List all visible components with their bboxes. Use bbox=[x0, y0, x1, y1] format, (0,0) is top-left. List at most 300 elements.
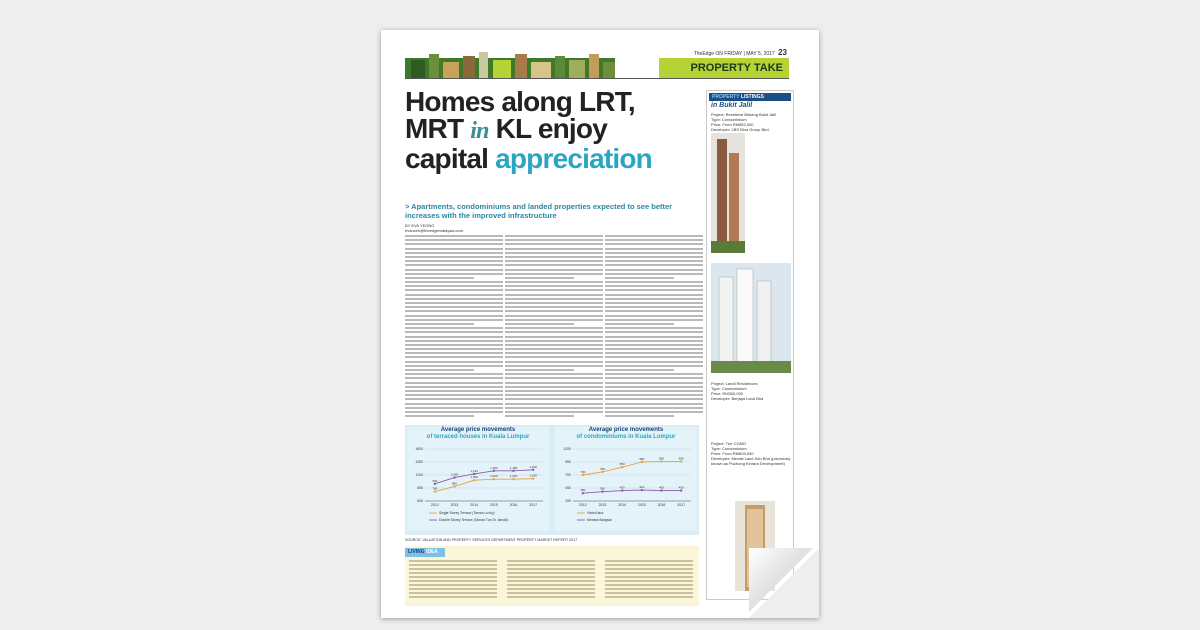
text-line bbox=[405, 256, 503, 258]
text-line bbox=[507, 560, 595, 562]
body-column-2 bbox=[505, 235, 603, 418]
text-line bbox=[405, 394, 503, 396]
text-line bbox=[405, 235, 503, 237]
chart-2-title-line-1: Average price movements bbox=[588, 427, 664, 433]
text-line bbox=[605, 285, 703, 287]
text-line bbox=[505, 348, 603, 350]
text-line bbox=[605, 248, 703, 250]
text-line bbox=[505, 415, 574, 417]
text-line bbox=[605, 564, 693, 566]
x-tick-label: 2014 bbox=[470, 503, 479, 507]
y-tick-label: 850 bbox=[417, 486, 423, 491]
listings-location: in Bukit Jalil bbox=[711, 102, 753, 109]
charts-panel bbox=[405, 425, 699, 535]
text-line bbox=[405, 377, 503, 379]
text-line bbox=[405, 252, 503, 254]
data-point bbox=[493, 470, 495, 472]
data-label: 1,050 bbox=[450, 472, 459, 477]
data-label: 760 bbox=[599, 466, 606, 471]
publication-name: TheEdge ON FRIDAY bbox=[693, 51, 743, 57]
text-line bbox=[505, 365, 603, 367]
x-tick-label: 2017 bbox=[677, 503, 686, 507]
text-line bbox=[505, 289, 603, 291]
data-label: 1,030 bbox=[529, 473, 537, 478]
text-line bbox=[505, 336, 603, 338]
text-line bbox=[405, 277, 474, 279]
text-line bbox=[505, 306, 603, 308]
data-label: 410 bbox=[639, 485, 645, 490]
data-label: 1,000 bbox=[470, 475, 478, 480]
text-line bbox=[405, 386, 503, 388]
text-line bbox=[605, 327, 703, 329]
text-line bbox=[605, 382, 703, 384]
publication-info: TheEdge ON FRIDAY | MAY 5, 2017 23 bbox=[693, 48, 787, 57]
listing-1 bbox=[711, 112, 791, 132]
text-line bbox=[605, 252, 703, 254]
listing-3-type: Type: Condominium bbox=[711, 446, 747, 451]
data-label: 350 bbox=[580, 488, 586, 493]
text-line bbox=[505, 243, 603, 245]
text-line bbox=[405, 415, 474, 417]
chart-2-title-line-2: of condominiums in Kuala Lumpur bbox=[576, 434, 676, 440]
listing-3 bbox=[711, 441, 791, 466]
headline-word-mrt: MRT bbox=[405, 113, 471, 144]
text-line bbox=[409, 588, 497, 590]
text-line bbox=[505, 260, 603, 262]
text-line bbox=[405, 289, 503, 291]
data-point bbox=[621, 466, 623, 468]
text-line bbox=[405, 373, 503, 375]
text-line bbox=[605, 352, 703, 354]
text-line bbox=[405, 403, 503, 405]
text-line bbox=[505, 235, 603, 237]
data-point bbox=[532, 469, 534, 471]
listing-2 bbox=[711, 381, 791, 401]
text-line bbox=[605, 269, 703, 271]
text-line bbox=[505, 252, 603, 254]
listing-2-developer: Developer: Berjaya Land Bhd bbox=[711, 396, 764, 401]
chart-1-title-line-1: Average price movements bbox=[440, 427, 516, 433]
data-point bbox=[532, 477, 534, 479]
text-line bbox=[507, 576, 595, 578]
text-line bbox=[505, 327, 603, 329]
text-line bbox=[405, 302, 503, 304]
text-line bbox=[605, 568, 693, 570]
living-tag-b: IDEA bbox=[424, 549, 439, 555]
chart-2-title bbox=[555, 427, 697, 441]
text-line bbox=[405, 310, 503, 312]
text-line bbox=[409, 596, 497, 598]
living-column-2 bbox=[507, 560, 595, 600]
data-point bbox=[660, 460, 662, 462]
text-line bbox=[405, 264, 503, 266]
data-point bbox=[601, 490, 603, 492]
text-line bbox=[605, 390, 703, 392]
text-line bbox=[505, 386, 603, 388]
chart-1-plot bbox=[407, 443, 549, 531]
masthead bbox=[405, 46, 789, 79]
text-line bbox=[605, 369, 674, 371]
listing-2-price: Price: RM300,000 bbox=[711, 391, 744, 396]
data-label: 1,180 bbox=[490, 465, 498, 470]
chart-1-title-line-2: of terraced houses in Kuala Lumpur bbox=[426, 434, 530, 440]
headline-line-2 bbox=[405, 115, 697, 145]
headline-line-3 bbox=[405, 145, 697, 172]
chart-terraced bbox=[407, 427, 549, 531]
text-line bbox=[605, 239, 703, 241]
text-line bbox=[605, 415, 674, 417]
headline-word-capital: capital bbox=[405, 143, 496, 174]
text-line bbox=[505, 373, 603, 375]
series-line bbox=[583, 490, 681, 493]
text-line bbox=[405, 327, 503, 329]
listing-1-project: Project: Residensi Bintang Bukit Jalil bbox=[711, 112, 776, 117]
text-line bbox=[605, 394, 703, 396]
text-line bbox=[505, 390, 603, 392]
text-line bbox=[605, 588, 693, 590]
text-line bbox=[405, 273, 503, 275]
data-label: 400 bbox=[619, 485, 625, 490]
text-line bbox=[405, 390, 503, 392]
text-line bbox=[405, 361, 503, 363]
text-line bbox=[505, 382, 603, 384]
x-tick-label: 2016 bbox=[657, 503, 666, 507]
text-line bbox=[409, 564, 497, 566]
text-line bbox=[505, 248, 603, 250]
series-line bbox=[435, 470, 533, 484]
headline bbox=[405, 88, 697, 172]
x-tick-label: 2013 bbox=[598, 503, 607, 507]
data-point bbox=[680, 489, 682, 491]
text-line bbox=[405, 248, 503, 250]
body-column-3 bbox=[605, 235, 703, 418]
text-line bbox=[605, 411, 703, 413]
living-column-1 bbox=[409, 560, 497, 600]
text-line bbox=[505, 277, 574, 279]
data-point bbox=[641, 461, 643, 463]
data-label: 400 bbox=[678, 485, 684, 490]
text-line bbox=[605, 361, 703, 363]
listings-title-b: LISTINGS bbox=[739, 94, 764, 100]
headline-word-appreciation: appreciation bbox=[495, 143, 652, 174]
text-line bbox=[505, 323, 574, 325]
y-tick-label: 950 bbox=[565, 460, 571, 465]
x-tick-label: 2015 bbox=[489, 503, 498, 507]
data-point bbox=[512, 478, 514, 480]
data-point bbox=[641, 489, 643, 491]
page-number: 23 bbox=[778, 48, 787, 57]
data-point bbox=[582, 492, 584, 494]
text-line bbox=[605, 331, 703, 333]
property-listings-sidebar bbox=[706, 90, 794, 600]
y-tick-label: 600 bbox=[417, 499, 423, 504]
chart-1-title bbox=[407, 427, 549, 441]
text-line bbox=[505, 310, 603, 312]
listings-title-a: PROPERTY bbox=[712, 94, 740, 100]
data-label: 1,180 bbox=[509, 465, 518, 470]
data-label: 960 bbox=[678, 456, 684, 461]
data-point bbox=[473, 479, 475, 481]
author: BY EVA YEONG bbox=[405, 223, 435, 228]
text-line bbox=[605, 336, 703, 338]
y-tick-label: 1200 bbox=[563, 447, 571, 452]
text-line bbox=[409, 560, 497, 562]
text-line bbox=[405, 348, 503, 350]
issue-date: MAY 5, 2017 bbox=[746, 51, 775, 57]
text-line bbox=[409, 576, 497, 578]
chart-condominiums bbox=[555, 427, 697, 531]
living-column-3 bbox=[605, 560, 693, 600]
text-line bbox=[507, 572, 595, 574]
text-line bbox=[505, 361, 603, 363]
text-line bbox=[605, 398, 703, 400]
text-line bbox=[405, 352, 503, 354]
living-idea-box bbox=[405, 546, 699, 606]
data-point bbox=[453, 485, 455, 487]
legend-label: Single Storey Terrace (Taman Lucky) bbox=[439, 511, 495, 516]
text-line bbox=[505, 411, 603, 413]
living-tag-a: LIVING bbox=[408, 549, 425, 555]
text-line bbox=[605, 348, 703, 350]
text-line bbox=[605, 273, 703, 275]
building-photo-2 bbox=[711, 263, 791, 373]
x-tick-label: 2013 bbox=[450, 503, 459, 507]
text-line bbox=[505, 394, 603, 396]
data-point bbox=[512, 470, 514, 472]
data-point bbox=[601, 471, 603, 473]
data-label: 930 bbox=[432, 478, 438, 483]
data-label: 850 bbox=[619, 462, 625, 467]
series-line bbox=[435, 479, 533, 492]
text-line bbox=[405, 315, 503, 317]
text-line bbox=[505, 269, 603, 271]
listings-title bbox=[709, 93, 791, 101]
text-line bbox=[505, 298, 603, 300]
x-tick-label: 2012 bbox=[430, 503, 439, 507]
text-line bbox=[505, 256, 603, 258]
text-line bbox=[505, 403, 603, 405]
text-line bbox=[507, 588, 595, 590]
text-line bbox=[605, 560, 693, 562]
text-line bbox=[405, 239, 503, 241]
text-line bbox=[405, 365, 503, 367]
text-line bbox=[605, 260, 703, 262]
data-point bbox=[473, 473, 475, 475]
text-line bbox=[505, 340, 603, 342]
text-line bbox=[405, 407, 503, 409]
text-line bbox=[605, 365, 703, 367]
legend-label: Double Storey Terrace (Taman Tun Dr. Ismail) bbox=[439, 518, 508, 523]
text-line bbox=[605, 289, 703, 291]
text-line bbox=[405, 331, 503, 333]
text-line bbox=[605, 344, 703, 346]
text-line bbox=[605, 576, 693, 578]
text-line bbox=[409, 572, 497, 574]
text-line bbox=[505, 294, 603, 296]
text-line bbox=[505, 302, 603, 304]
data-point bbox=[582, 474, 584, 476]
x-tick-label: 2016 bbox=[509, 503, 518, 507]
byline bbox=[405, 223, 463, 233]
text-line bbox=[605, 264, 703, 266]
text-line bbox=[505, 239, 603, 241]
data-label: 1,020 bbox=[490, 474, 498, 479]
text-line bbox=[605, 386, 703, 388]
text-line bbox=[405, 323, 474, 325]
text-line bbox=[405, 260, 503, 262]
text-line bbox=[505, 331, 603, 333]
text-line bbox=[507, 568, 595, 570]
text-line bbox=[405, 285, 503, 287]
text-line bbox=[505, 398, 603, 400]
text-line bbox=[505, 407, 603, 409]
data-label: 950 bbox=[639, 457, 645, 461]
data-point bbox=[621, 489, 623, 491]
x-tick-label: 2014 bbox=[618, 503, 627, 507]
text-line bbox=[605, 294, 703, 296]
text-line bbox=[507, 580, 595, 582]
y-tick-label: 450 bbox=[565, 486, 571, 491]
text-line bbox=[505, 356, 603, 358]
text-line bbox=[605, 584, 693, 586]
text-line bbox=[505, 344, 603, 346]
data-point bbox=[493, 478, 495, 480]
text-line bbox=[507, 564, 595, 566]
listing-2-type: Type: Condominium bbox=[711, 386, 747, 391]
listing-3-project: Project: The COMO bbox=[711, 441, 747, 446]
text-line bbox=[405, 294, 503, 296]
text-line bbox=[505, 264, 603, 266]
text-line bbox=[405, 369, 474, 371]
text-line bbox=[505, 281, 603, 283]
series-line bbox=[583, 461, 681, 475]
y-tick-label: 1600 bbox=[415, 447, 423, 452]
text-line bbox=[507, 596, 595, 598]
text-line bbox=[605, 340, 703, 342]
y-tick-label: 1100 bbox=[415, 473, 423, 478]
data-label: 1,200 bbox=[529, 464, 537, 469]
chart-source: SOURCE: VALUATION AND PROPERTY SERVICES DEPARTMENT PROPERTY MARKET REPORT 2017 bbox=[405, 538, 578, 542]
text-line bbox=[605, 572, 693, 574]
text-line bbox=[605, 235, 703, 237]
text-line bbox=[605, 306, 703, 308]
body-column-1 bbox=[405, 235, 503, 418]
listing-3-price: Price: From RM609,630 bbox=[711, 451, 754, 456]
text-line bbox=[405, 243, 503, 245]
text-line bbox=[405, 269, 503, 271]
text-line bbox=[605, 256, 703, 258]
listing-3-developer: Developer: Meraki Land Sdn Bhd (previously known as Puchong Kinrara Development) bbox=[711, 456, 791, 466]
text-line bbox=[605, 281, 703, 283]
text-line bbox=[405, 398, 503, 400]
text-line bbox=[605, 302, 703, 304]
x-tick-label: 2017 bbox=[529, 503, 538, 507]
data-label: 1,020 bbox=[509, 474, 518, 479]
data-label: 1,120 bbox=[470, 468, 478, 473]
data-point bbox=[434, 490, 436, 492]
data-label: 700 bbox=[580, 470, 586, 474]
deck: > Apartments, condominiums and landed properties expected to see better increases with the improved infrastructure bbox=[405, 202, 673, 220]
listing-1-type: Type: Condominium bbox=[711, 117, 747, 122]
building-photo-1 bbox=[711, 133, 745, 253]
data-label: 880 bbox=[451, 481, 458, 486]
text-line bbox=[409, 568, 497, 570]
text-line bbox=[605, 403, 703, 405]
data-label: 400 bbox=[658, 485, 665, 490]
text-line bbox=[409, 592, 497, 594]
headline-word-kl: KL enjoy bbox=[488, 113, 607, 144]
text-line bbox=[605, 580, 693, 582]
legend-label: Vista Kiara bbox=[587, 511, 604, 516]
text-line bbox=[605, 298, 703, 300]
text-line bbox=[405, 382, 503, 384]
text-line bbox=[605, 596, 693, 598]
data-label: 960 bbox=[658, 456, 665, 461]
x-tick-label: 2012 bbox=[578, 503, 587, 507]
text-line bbox=[505, 273, 603, 275]
text-line bbox=[605, 356, 703, 358]
text-line bbox=[605, 243, 703, 245]
text-line bbox=[605, 319, 703, 321]
y-tick-label: 1350 bbox=[415, 460, 423, 465]
text-line bbox=[605, 407, 703, 409]
author-email: evanceh@theedgemalaysia.com bbox=[405, 228, 464, 233]
text-line bbox=[605, 315, 703, 317]
y-tick-label: 700 bbox=[565, 473, 571, 478]
living-idea-tag bbox=[405, 548, 445, 557]
text-line bbox=[405, 411, 503, 413]
text-line bbox=[405, 298, 503, 300]
headline-line-1: Homes along LRT, bbox=[405, 86, 635, 117]
text-line bbox=[405, 356, 503, 358]
text-line bbox=[405, 306, 503, 308]
text-line bbox=[605, 592, 693, 594]
text-line bbox=[505, 369, 574, 371]
text-line bbox=[605, 277, 674, 279]
data-label: 780 bbox=[432, 486, 438, 491]
data-label: 380 bbox=[599, 486, 606, 491]
x-tick-label: 2015 bbox=[637, 503, 646, 507]
text-line bbox=[605, 373, 703, 375]
text-line bbox=[605, 310, 703, 312]
y-tick-label: 200 bbox=[565, 499, 571, 504]
data-point bbox=[660, 489, 662, 491]
text-line bbox=[505, 377, 603, 379]
text-line bbox=[505, 319, 603, 321]
text-line bbox=[405, 344, 503, 346]
data-point bbox=[434, 483, 436, 485]
text-line bbox=[405, 336, 503, 338]
text-line bbox=[405, 281, 503, 283]
newspaper-page bbox=[381, 30, 819, 618]
legend-label: Menara Bangsar bbox=[587, 518, 613, 523]
text-line bbox=[505, 315, 603, 317]
text-line bbox=[405, 340, 503, 342]
chart-2-plot bbox=[555, 443, 697, 531]
text-line bbox=[605, 323, 674, 325]
text-line bbox=[507, 584, 595, 586]
text-line bbox=[405, 319, 503, 321]
headline-word-in: in bbox=[470, 118, 489, 144]
city-skyline-illustration bbox=[405, 50, 615, 78]
section-label: PROPERTY TAKE bbox=[659, 58, 789, 78]
text-line bbox=[507, 592, 595, 594]
listing-1-developer: Developer: LBS Bina Group Bhd bbox=[711, 127, 769, 132]
text-line bbox=[505, 285, 603, 287]
data-point bbox=[680, 460, 682, 462]
text-line bbox=[605, 377, 703, 379]
data-point bbox=[453, 476, 455, 478]
